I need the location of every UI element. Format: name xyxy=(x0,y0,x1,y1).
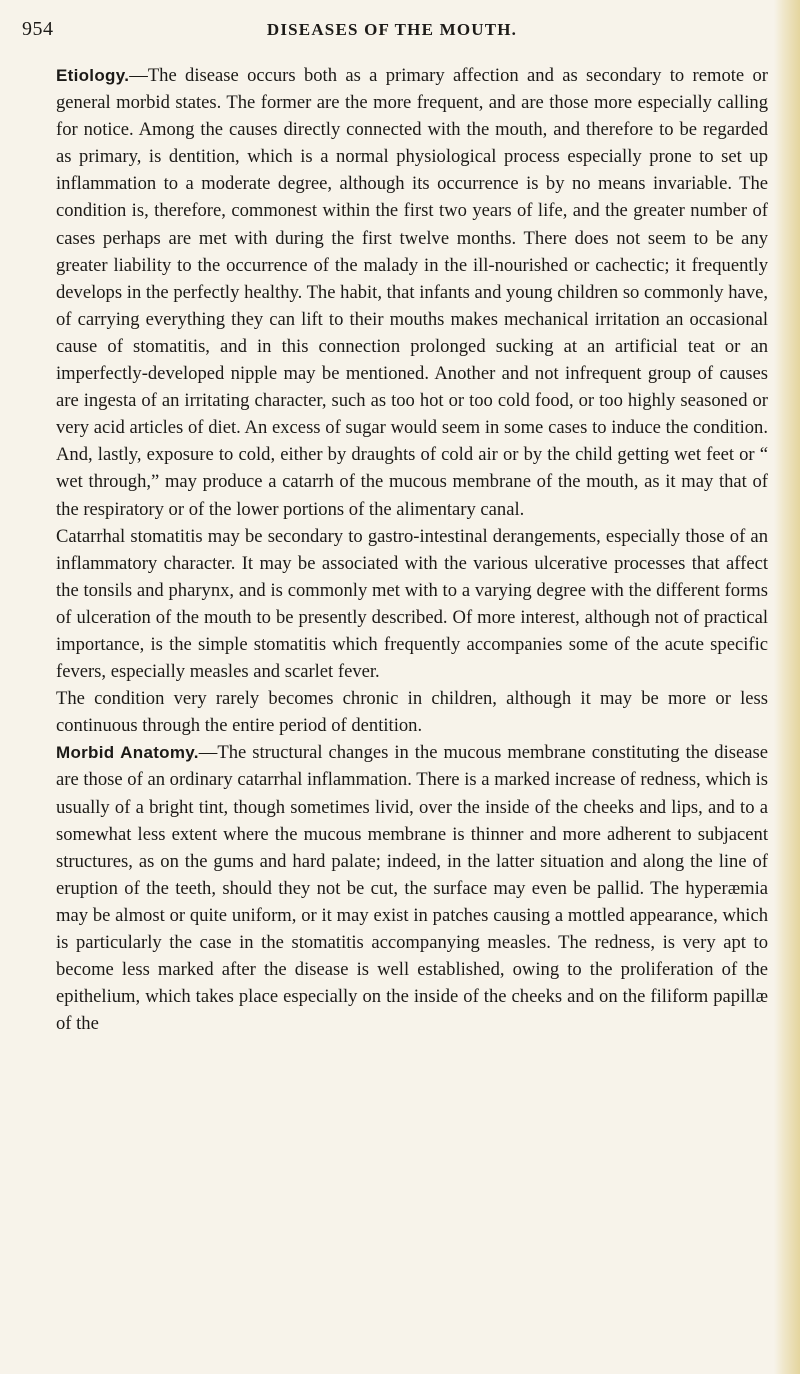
paragraph-morbid-anatomy xyxy=(56,739,768,1037)
running-title: DISEASES OF THE MOUTH. xyxy=(266,20,518,39)
heading-morbid-anatomy: Morbid Anatomy. xyxy=(56,743,199,763)
paragraph-text: —The structural changes in the mucous membrane constituting the disease are those of an ordinary catarrhal inflammation. There is a marked increase of redness, which is usually of a bright tint, though sometimes livid, over the inside of the cheeks and lips, and to a somewhat less extent where the mucous membrane is thinner and more adherent to subjacent structures, as on the gums and hard palate; indeed, in the latter situation and along the line of eruption of the teeth, should they not be cut, the surface may even be pallid. The hyperæmia may be almost or quite uniform, or it may exist in patches causing a mottled appearance, which is particularly the case in the stomatitis accompanying measles. The redness, is very apt to become less marked after the disease is well established, owing to the proliferation of the epithelium, which takes place especially on the inside of the cheeks and on the filiform papillæ of the xyxy=(56,742,768,1035)
paragraph-catarrhal-secondary xyxy=(56,523,768,686)
paragraph-text: —The disease occurs both as a primary affection and as secondary to remote or general morbid states. The former are the more frequent, and are those more especially calling for notice. Among the causes directly connected with the mouth, and therefore to be regarded as primary, is dentition, which is a normal physiological process especially prone to set up inflammation to a moderate degree, although its occurrence is by no means invariable. The condition is, therefore, commonest within the first two years of life, and the greater number of cases perhaps are met with during the first twelve months. There does not seem to be any greater liability to the occurrence of the malady in the ill-nourished or cachectic; it frequently develops in the perfectly healthy. The habit, that infants and young children so commonly have, of carrying everything they can lift to their mouths makes mechanical irritation an occasional cause of stomatitis, and in this connection prolonged sucking at an artificial teat or an imperfectly-developed nipple may be mentioned. Another and not infrequent group of causes are ingesta of an irritating character, such as too hot or too cold food, or too highly seasoned or very acid articles of diet. An excess of sugar would seem in some cases to induce the condition. And, lastly, exposure to cold, either by draughts of cold air or by the child getting wet feet or “ wet through,” may produce a catarrh of the mucous membrane of the mouth, as it may that of the respiratory or of the lower portions of the alimentary canal. xyxy=(56,65,768,520)
paragraph-text: The condition very rarely becomes chronic in children, although it may be more or less continuous through the entire period of dentition. xyxy=(56,688,768,737)
page-edge-shading xyxy=(774,0,800,1374)
paragraph-etiology xyxy=(56,62,768,523)
page-number: 954 xyxy=(22,18,54,40)
paragraph-chronic xyxy=(56,685,768,739)
page-header xyxy=(22,8,762,48)
paragraph-text: Catarrhal stomatitis may be secondary to gastro-intestinal derangements, especially those of an inflammatory character. It may be associated with the various ulcerative processes that affect the tonsils and pharynx, and is commonly met with to a varying degree with the different forms of ulceration of the mouth to be presently described. Of more interest, although not of practical importance, is the simple stomatitis which frequently accompanies some of the acute specific fevers, especially measles and scarlet fever. xyxy=(56,525,768,683)
heading-etiology: Etiology. xyxy=(56,66,130,85)
body-text xyxy=(56,62,768,1037)
